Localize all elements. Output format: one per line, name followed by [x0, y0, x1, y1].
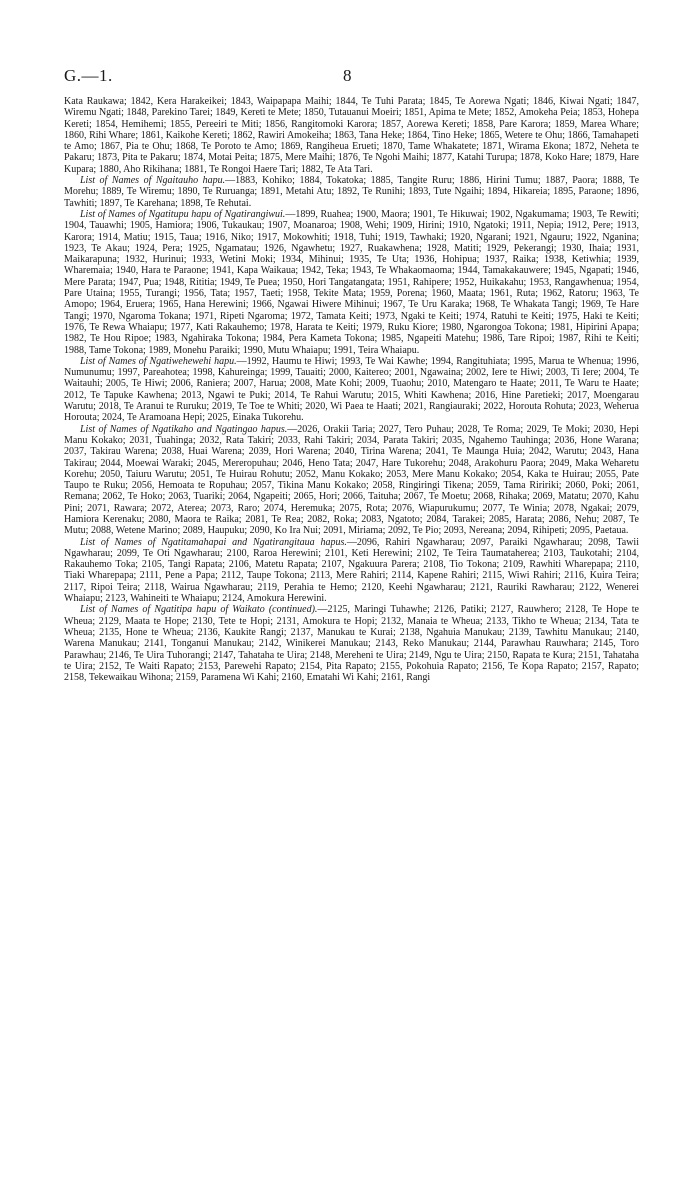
paragraph-text: —1899, Ruahea; 1900, Maora; 1901, Te Hikuwai; 1902, Ngakumama; 1903, Te Rewiti; 1904, Tauawhi; 1905, Hamiora; 1906, Tukaukau; 1907, Moanaroa; 1908, Wehi; 1909, Hirini; 1910, Ngatoki; 1911, Nepia; 1912, Pere; 1913, Karora; 1914, Matiu; 1915, Taua; 1916, Niko; 1917, Mokowhiti; 1918, Tuhi; 1919, Tawhaki; 1920, Ngarani; 1921, Ngauru; 1922, Nganina; 1923, Te Akau; 1924, Pera; 1925, Ngamatau; 1926, Ngawhetu; 1927, Ruakawhena; 1928, Matiti; 1929, Pekerangi; 1930, Ihaia; 1931, Maikarapuna; 1932, Hurinui; 1933, Wetini Moki; 1934, Mihinui; 1935, Te Uta; 1936, Hohipua; 1937, Raika; 1938, Ketiwhia; 1939, Wharemaia; 1940, Hara te Paraone; 1941, Kapa Waikaua; 1942, Teka; 1943, Te Whakaomaoma; 1944, Tamakakauwere; 1945, Ngapati; 1946, Mere Parata; 1947, Pua; 1948, Rititia; 1949, Te Puea; 1950, Hori Tangatangata; 1951, Rahipere; 1952, Huikakahu; 1953, Rangawhenua; 1954, Pare Utaina; 1955, Turangi; 1956, Tata; 1957, Taeti; 1958, Tekite Mata; 1959, Porena; 1960, Maata; 1961, Ruta; 1962, Ratoru; 1963, Te Amopo; 1964, Eruera; 1965, Hana Herewini; 1966, Ngawai Hiwere Mihinui; 1967, Te Uru Karaka; 1968, Te Whakata Tangi; 1969, Te Hare Tangi; 1970, Ngaroma Tokana; 1971, Ripeti Ngaroma; 1972, Tamata Keiti; 1973, Ngaki te Keiti; 1974, Ratuhi te Keiti; 1975, Haki te Keiti; 1976, Te Rewa Whaiapu; 1977, Kati Rakauhemo; 1978, Harata te Keiti; 1979, Ruku Kiore; 1980, Ngarongoa Tokona; 1981, Hipirini Apapa; 1982, Te Hou Ripoe; 1983, Ngahiraka Tokona; 1984, Pera Kameta Tokona; 1985, Ngapeiti Matehu; 1986, Tare Ripoi; 1987, Rihi te Keiti; 1988, Tame Tokona; 1989, Monehu Paraiki; 1990, Mutu Whaiapu; 1991, Teira Whaiapu. [64, 208, 639, 356]
paragraph-text: —1883, Kohiko; 1884, Tokatoka; 1885, Tangite Ruru; 1886, Hirini Tumu; 1887, Paora; 1888, Te Morehu; 1889, Te Wiremu; 1890, Te Ruruanga; 1891, Metahi Atu; 1892, Te Runihi; 1893, Tute Ngaihi; 1894, Hikareia; 1895, Paraone; 1896, Tawhiti; 1897, Te Karehana; 1898, Te Rehutai. [64, 175, 640, 209]
page-header [64, 66, 639, 86]
section-heading: List of Names of Ngatiwehewehi hapu. [80, 355, 237, 367]
section-heading: List of Names of Ngatitupu hapu of Ngatirangiwui. [80, 208, 286, 220]
paragraph-ngatikaho [64, 424, 639, 537]
page-body [64, 96, 639, 683]
section-heading: List of Names of Ngaitauho hapu. [80, 175, 226, 187]
section-heading: List of Names of Ngatitamahapai and Ngatirangitaua hapus. [80, 536, 347, 548]
paragraph-ngatitipa [64, 604, 639, 683]
page-number: 8 [343, 66, 352, 85]
paragraph-ngatitamahapai [64, 537, 639, 605]
paragraph-ngatitupu [64, 209, 639, 356]
section-heading: List of Names of Ngatitipa hapu of Waikato (continued). [80, 604, 318, 616]
paragraph-text: —2125, Maringi Tuhawhe; 2126, Patiki; 2127, Rauwhero; 2128, Te Hope te Wheua; 2129, Maata te Hope; 2130, Tete te Hopi; 2131, Amokura te Hopi; 2132, Manaia te Wheua; 2133, Tikho te Wheua; 2134, Tata te Wheua; 2135, Hone te Wheua; 2136, Kaukite Rangi; 2137, Manukau te Kurai; 2138, Ngahuia Manukau; 2139, Tawhitu Manukau; 2140, Warena Manukau; 2141, Tonganui Manukau; 2142, Winikerei Manukau; 2143, Reko Manukau; 2144, Parawhau Rauwhara; 2145, Toro Parawhau; 2146, Te Uira Tuhorangi; 2147, Tahataha te Uira; 2148, Mereheni te Uira; 2149, Ngu te Uira; 2150, Rapata te Kura; 2151, Tahataha te Uira; 2152, Te Waiti Rapato; 2153, Parewehi Rapato; 2154, Pita Rapato; 2155, Pokohuia Rapato; 2156, Te Kopa Rapato; 2157, Rapato; 2158, Tekewaikau Wihona; 2159, Paramena Wi Kahi; 2160, Ematahi Wi Kahi; 2161, Rangi [64, 604, 639, 684]
paragraph-text: —1992, Haumu te Hiwi; 1993, Te Wai Kawhe; 1994, Rangituhiata; 1995, Marua te Whenua; 1996, Numunumu; 1997, Pareahotea; 1998, Kahureinga; 1999, Tauaiti; 2000, Kaitereo; 2001, Ngawaina; 2002, Iere te Hiwi; 2003, Ti Iere; 2004, Te Waitauhi; 2005, Te Hiwi; 2006, Raniera; 2007, Harua; 2008, Mate Kohi; 2009, Tuaohu; 2010, Matengaro te Haate; 2011, Te Waru te Haate; 2012, Te Tapuke Kawhena; 2013, Ngawi te Puki; 2014, Te Rahui Warutu; 2015, Whiti Kawhena; 2016, Hine Paretieki; 2017, Moengarau Warutu; 2018, Te Aranui te Ruruku; 2019, Te Toe te Whiti; 2020, Wi Paea te Haati; 2021, Rangiauraki; 2022, Horouta Rohuta; 2023, Weherua Horouta; 2024, Te Aramoana Hepi; 2025, Einaka Tukorehu. [64, 355, 639, 424]
paragraph-ngatiwehewehi [64, 356, 639, 424]
document-reference: G.—1. [64, 66, 113, 85]
paragraph-ngaitauho [64, 175, 639, 209]
section-heading: List of Names of Ngatikaho and Ngatingao hapus. [80, 423, 288, 435]
paragraph-text: Kata Raukawa; 1842, Kera Harakeikei; 1843, Waipapapa Maihi; 1844, Te Tuhi Parata; 1845, Te Aorewa Ngati; 1846, Kiwai Ngati; 1847, Wiremu Ngati; 1848, Parekino Tarei; 1849, Kereti te Mete; 1850, Tutauanui Moeiri; 1851, Apima te Mete; 1852, Amokeha Peia; 1853, Hohepa Kereti; 1854, Hemihemi; 1855, Pereeiri te Miti; 1856, Rangitomoki Karora; 1857, Aorewa Kereti; 1858, Pare Karora; 1859, Marea Whare; 1860, Rihi Whare; 1861, Kaikohe Kereti; 1862, Rawiri Amokeiha; 1863, Tana Heke; 1864, Tino Heke; 1865, Wetere te Ohu; 1866, Tamahapeti te Amo; 1867, Pia te Ohu; 1868, Te Poroto te Amo; 1869, Rangiheua Erueti; 1870, Tame Whakatete; 1871, Wirama Ekona; 1872, Neheta te Pakaru; 1873, Pita te Pakaru; 1874, Motai Peita; 1875, Mere Maihi; 1876, Te Ngohi Maihi; 1877, Katahi Turupa; 1878, Koko Hare; 1879, Hare Kupara; 1880, Aho Rikihana; 1881, Te Rongoi Haere Tari; 1882, Te Ata Tari. [64, 96, 639, 175]
paragraph-text: —2026, Orakii Taria; 2027, Tero Puhau; 2028, Te Roma; 2029, Te Moki; 2030, Hepi Manu Kokako; 2031, Tuahinga; 2032, Rata Takiri; 2033, Rahi Takiri; 2034, Parata Takiri; 2035, Ngahemo Tauhinga; 2036, Hone Warana; 2037, Takirau Warena; 2038, Huai Warena; 2039, Hori Warena; 2040, Tirina Warena; 2041, Te Maunga Huia; 2042, Warutu; 2043, Hana Takirau; 2044, Moewai Waraki; 2045, Mereropuhau; 2046, Heno Tata; 2047, Hare Tukorehu; 2048, Arakohuru Paora; 2049, Maka Weharetu Korehu; 2050, Taiuru Warutu; 2051, Te Huirau Rohutu; 2052, Manu Kokako; 2053, Mere Manu Kokako; 2054, Kaka te Huirau; 2055, Pate Taupo te Ruku; 2056, Hemoata te Ropuhau; 2057, Tikina Manu Kokako; 2058, Ringiringi Tikena; 2059, Tama Riririki; 2060, Poki; 2061, Remana; 2062, Te Hoko; 2063, Tuariki; 2064, Ngapeiti; 2065, Hori; 2066, Taituha; 2067, Te Moetu; 2068, Rihaka; 2069, Matatu; 2070, Kahu Pini; 2071, Rawara; 2072, Aterea; 2073, Raro; 2074, Heremuka; 2075, Rota; 2076, Wiapurukumu; 2077, Te Winia; 2078, Ngakai; 2079, Hamiora Kerenaku; 2080, Maora te Raika; 2081, Te Rea; 2082, Roka; 2083, Ngatoto; 2084, Tarakei; 2085, Harata; 2086, Nehu; 2087, Te Mutu; 2088, Wetene Marino; 2089, Haupuku; 2090, Ko Ira Nui; 2091, Miriama; 2092, Te Pio; 2093, Nereana; 2094, Rihipeti; 2095, Paetaua. [64, 423, 639, 537]
paragraph-continuation [64, 96, 639, 175]
paragraph-text: —2096, Rahiri Ngawharau; 2097, Paraiki Ngawharau; 2098, Tawii Ngawharau; 2099, Te Oti Ngawharau; 2100, Raroa Herewini; 2101, Keti Herewini; 2102, Te Teira Taumataherea; 2103, Taukotahi; 2104, Rakauhemo Toka; 2105, Tangi Rapata; 2106, Matetu Rapata; 2107, Ngakuura Parera; 2108, Tio Tokona; 2109, Rawhiti Wharepapa; 2110, Tiaki Wharepapa; 2111, Pene a Papa; 2112, Taupe Tokona; 2113, Mere Rahiri; 2114, Kapene Rahiri; 2115, Wiwi Rahiri; 2116, Kuira Teira; 2117, Ripoi Teira; 2118, Wairua Ngawharau; 2119, Perahia te Hemo; 2120, Keehi Ngawharau; 2121, Rauriki Rawharau; 2122, Wenerei Whaiapu; 2123, Wahineiti te Whaiapu; 2124, Amokura Herewini. [64, 536, 639, 605]
